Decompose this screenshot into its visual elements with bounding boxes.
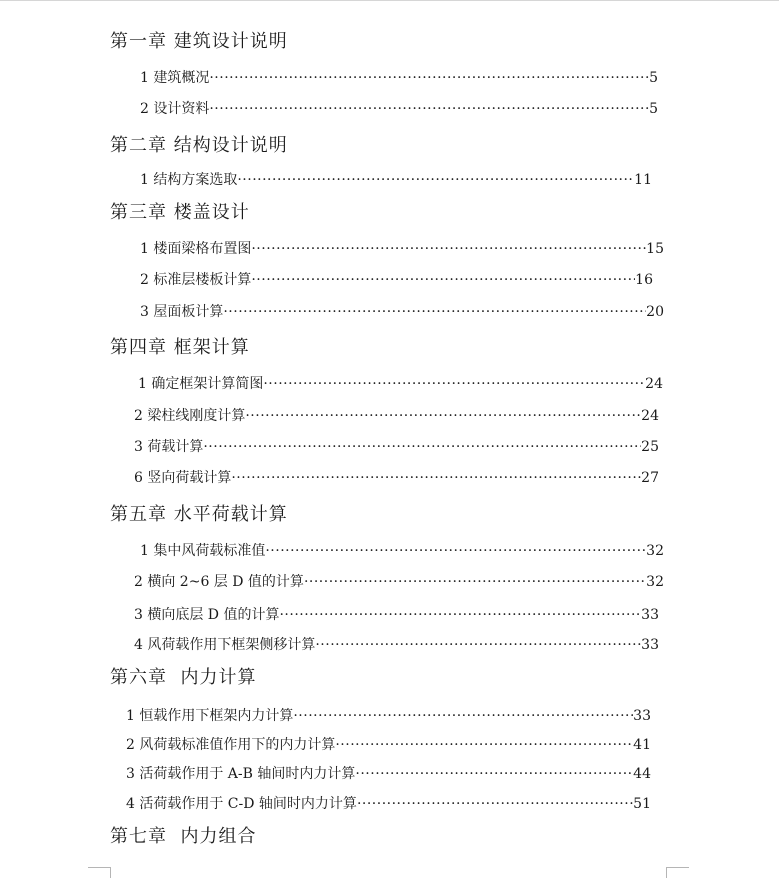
toc-entry-page: 44 [633,766,651,782]
dot-leader [251,239,646,259]
toc-entry[interactable] [134,437,659,457]
toc-entry[interactable] [140,270,653,290]
toc-entry-page: 24 [641,408,659,424]
toc-entry[interactable] [140,99,658,119]
toc-entry-label: 3 屋面板计算 [140,304,224,320]
dot-leader [335,735,633,755]
toc-entry-label: 3 活荷载作用于 A-B 轴间时内力计算 [126,766,356,782]
dot-leader [357,794,633,814]
toc-entry-page: 51 [633,796,651,812]
toc-entry-page: 15 [646,241,664,257]
toc-entry-label: 4 风荷载作用下框架侧移计算 [134,637,316,653]
toc-entry-label: 2 设计资料 [140,101,210,117]
toc-entry[interactable] [140,68,658,88]
toc-entry[interactable] [134,635,659,655]
dot-leader [263,374,645,394]
toc-entry[interactable] [134,468,659,488]
toc-entry[interactable] [140,170,652,190]
chapter-3-title: 第三章 楼盖设计 [110,202,250,223]
toc-entry-label: 1 建筑概况 [140,70,210,86]
toc-entry-label: 1 集中风荷载标准值 [140,543,266,559]
toc-entry-label: 3 荷载计算 [134,439,204,455]
toc-entry-page: 33 [641,637,659,653]
dot-leader [315,635,641,655]
toc-entry-page: 32 [646,574,664,590]
dot-leader [245,406,641,426]
toc-entry[interactable] [138,374,663,394]
toc-entry-label: 2 标准层楼板计算 [140,272,252,288]
toc-entry-label: 2 横向 2~6 层 D 值的计算 [134,574,304,590]
toc-entry-page: 5 [649,70,658,86]
dot-leader [203,437,641,457]
toc-entry-page: 32 [646,543,664,559]
dot-leader [237,170,634,190]
toc-entry-label: 1 结构方案选取 [140,172,238,188]
toc-entry-page: 11 [634,172,652,188]
toc-entry[interactable] [134,406,659,426]
toc-entry[interactable] [126,735,651,755]
toc-entry-page: 20 [646,304,664,320]
dot-leader [251,270,635,290]
page-top-border [0,0,779,1]
toc-entry[interactable] [126,764,651,784]
toc-entry-page: 33 [641,607,659,623]
toc-entry[interactable] [134,605,659,625]
toc-entry[interactable] [140,302,664,322]
toc-entry-label: 2 梁柱线刚度计算 [134,408,246,424]
toc-entry-page: 24 [645,376,663,392]
chapter-7-title: 第七章 内力组合 [110,826,257,847]
toc-entry[interactable] [140,239,664,259]
dot-leader [279,605,641,625]
dot-leader [209,99,649,119]
chapter-4-title: 第四章 框架计算 [110,337,250,358]
dot-leader [293,706,633,726]
toc-entry-label: 2 风荷载标准值作用下的内力计算 [126,737,336,753]
toc-entry[interactable] [140,541,664,561]
dot-leader [304,572,646,592]
dot-leader [231,468,641,488]
toc-entry-page: 33 [633,708,651,724]
toc-entry-label: 3 横向底层 D 值的计算 [134,607,280,623]
toc-entry-label: 1 恒载作用下框架内力计算 [126,708,294,724]
page-corner-mark-right [666,867,689,878]
toc-entry-label: 1 确定框架计算简图 [138,376,264,392]
chapter-1-title: 第一章 建筑设计说明 [110,31,288,52]
toc-entry[interactable] [126,706,651,726]
chapter-5-title: 第五章 水平荷载计算 [110,504,288,525]
toc-entry-label: 4 活荷载作用于 C-D 轴间时内力计算 [126,796,357,812]
chapter-2-title: 第二章 结构设计说明 [110,135,288,156]
chapter-6-title: 第六章 内力计算 [110,667,257,688]
page-corner-mark-left [88,867,111,878]
dot-leader [209,68,649,88]
toc-entry[interactable] [126,794,651,814]
toc-entry-label: 6 竖向荷载计算 [134,470,232,486]
toc-entry-page: 25 [641,439,659,455]
toc-entry-page: 27 [641,470,659,486]
toc-entry-label: 1 楼面梁格布置图 [140,241,252,257]
toc-entry-page: 41 [633,737,651,753]
dot-leader [223,302,646,322]
toc-entry-page: 5 [649,101,658,117]
dot-leader [265,541,646,561]
toc-entry[interactable] [134,572,664,592]
toc-entry-page: 16 [635,272,653,288]
dot-leader [355,764,633,784]
